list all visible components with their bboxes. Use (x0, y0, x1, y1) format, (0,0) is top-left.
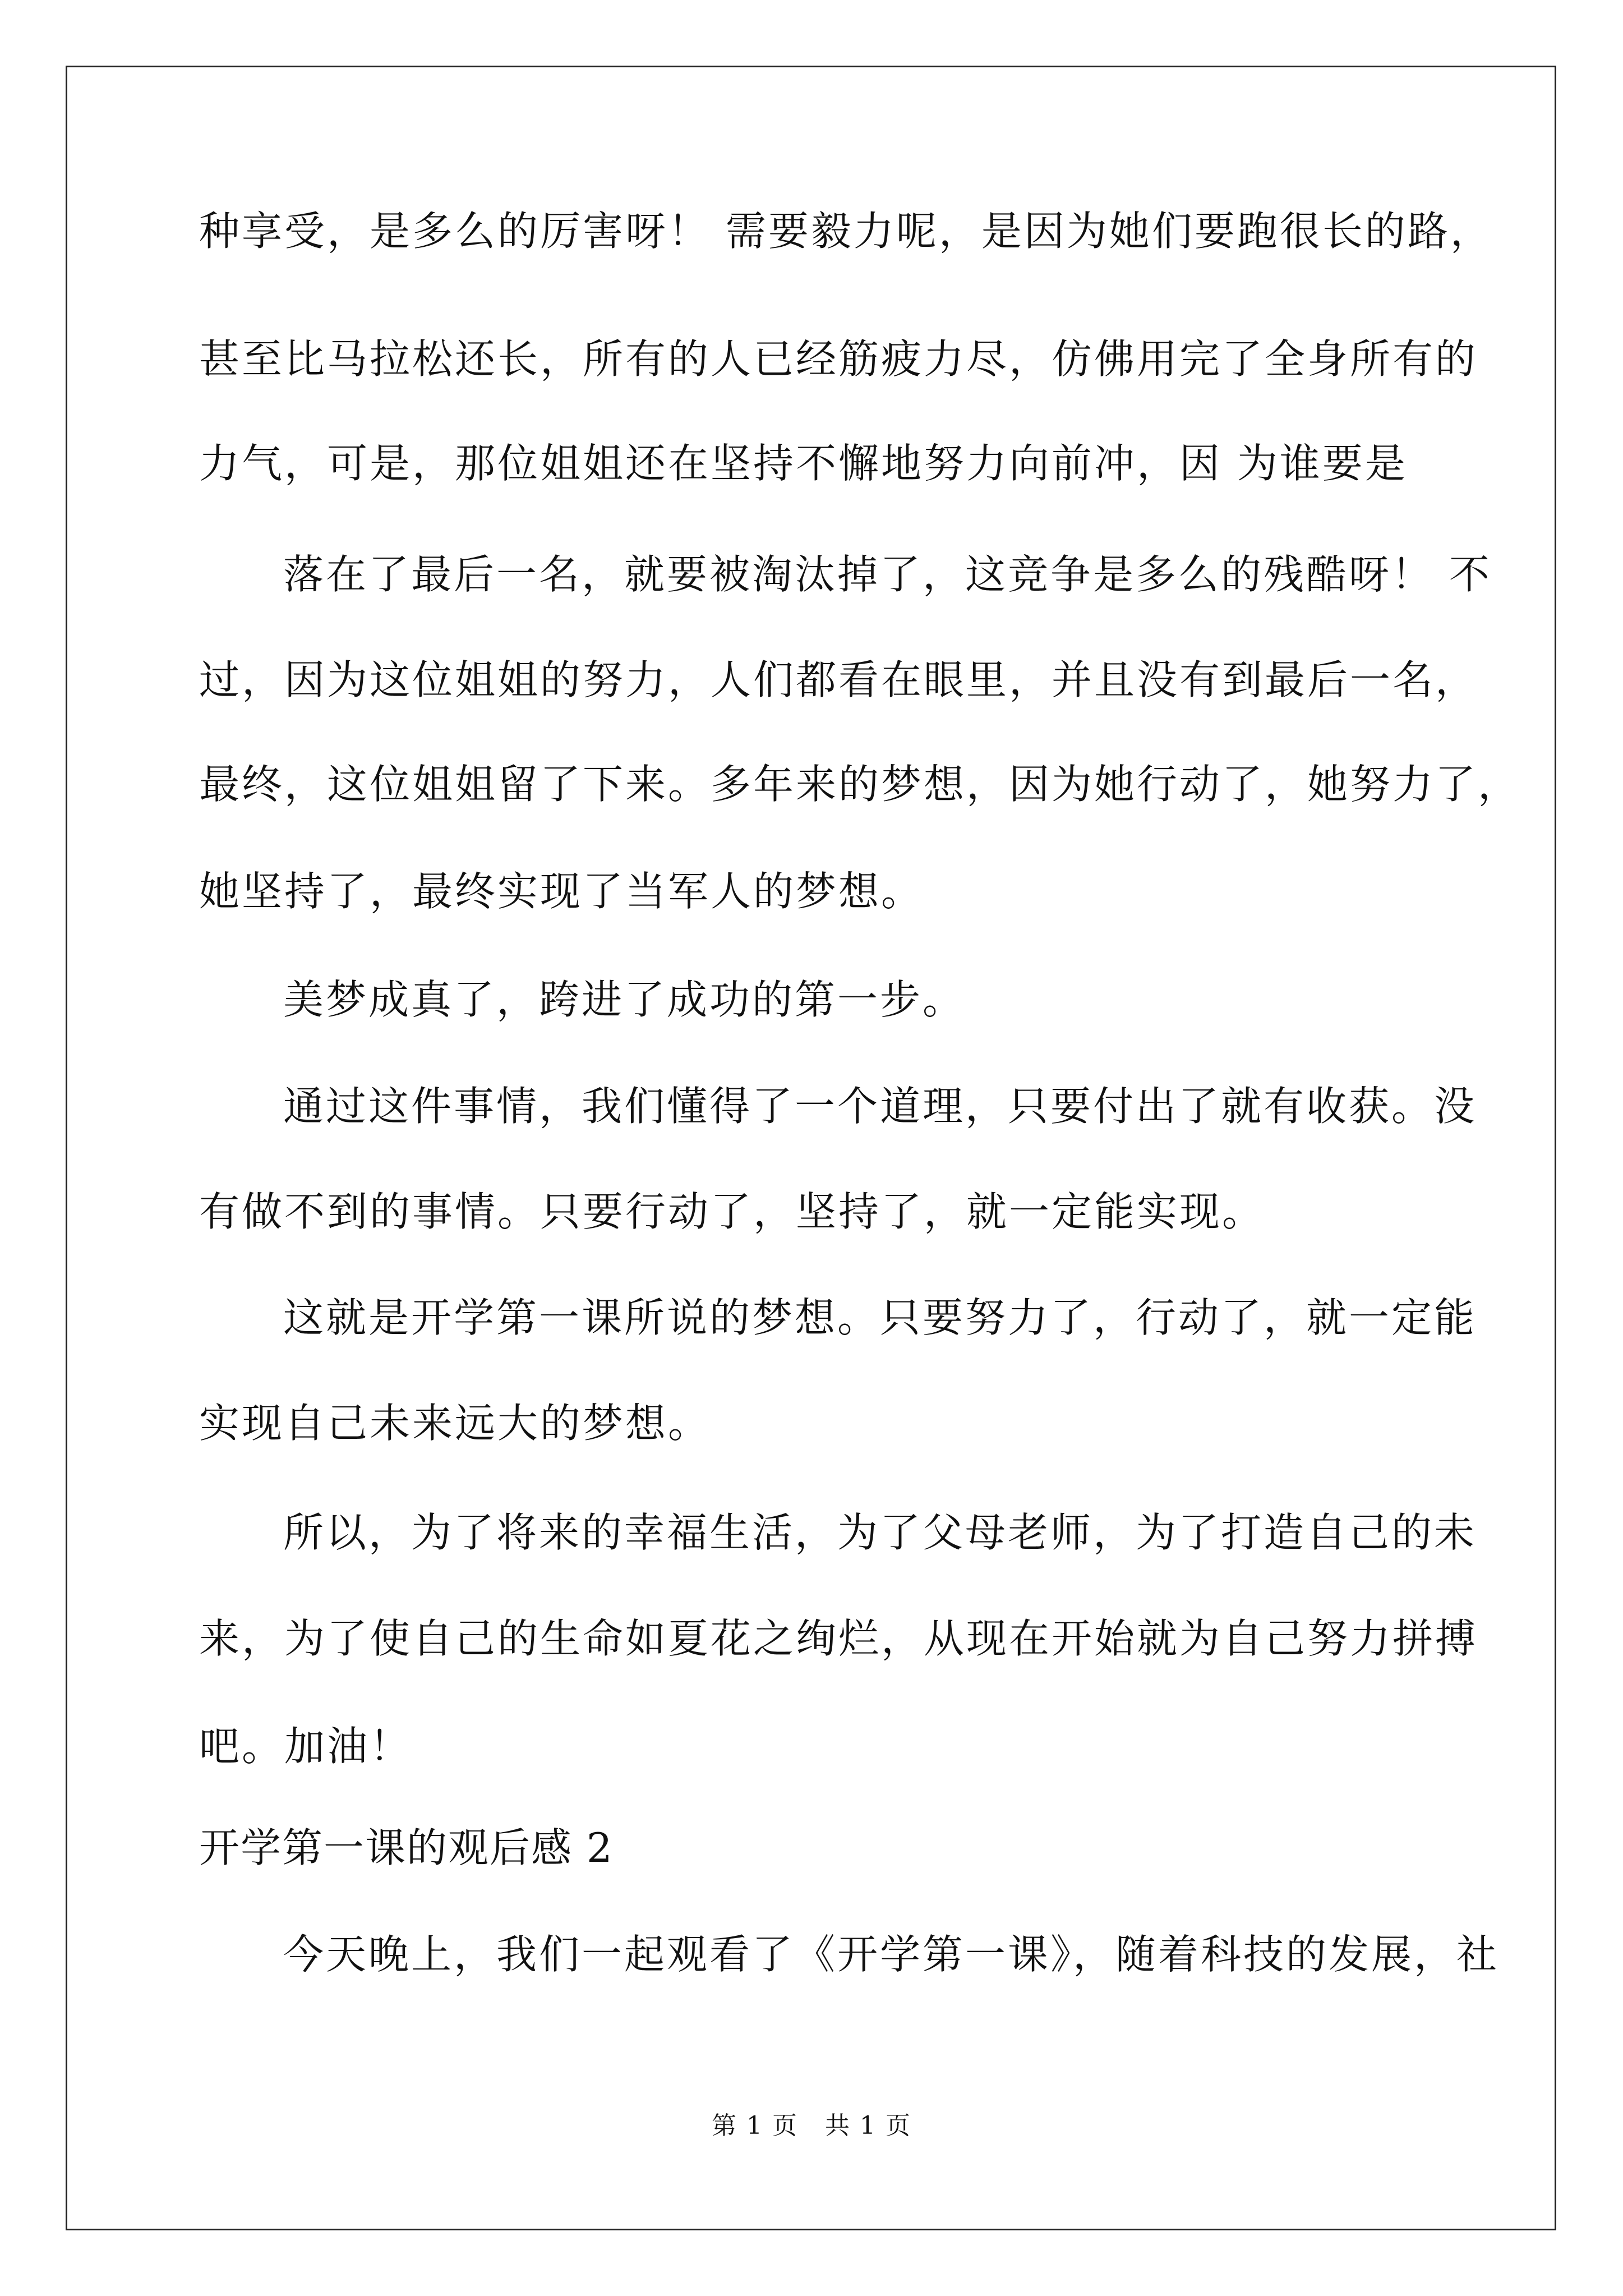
body-line-8: 美梦成真了，跨进了成功的第一步。 (283, 976, 966, 1023)
body-line-11: 这就是开学第一课所说的梦想。只要努力了，行动了，就一定能 (283, 1294, 1477, 1341)
body-line-10: 有做不到的事情。只要行动了，坚持了，就一定能实现。 (199, 1188, 1265, 1235)
page-border (66, 66, 1556, 2230)
body-line-5: 过，因为这位姐姐的努力，人们都看在眼里，并且没有到最后一名， (199, 656, 1478, 703)
body-line-14: 来，为了使自己的生命如夏花之绚烂，从现在开始就为自己努力拼搏 (199, 1615, 1478, 1662)
body-line-4: 落在了最后一名，就要被淘汰掉了，这竞争是多么的残酷呀！ 不 (283, 551, 1492, 598)
body-line-13: 所以，为了将来的幸福生活，为了父母老师，为了打造自己的未 (283, 1509, 1477, 1556)
page-footer: 第 1 页 共 1 页 (712, 2111, 911, 2140)
body-line-12: 实现自己未来远大的梦想。 (199, 1400, 711, 1447)
body-line-9: 通过这件事情，我们懂得了一个道理，只要付出了就有收获。没 (283, 1083, 1477, 1130)
body-line-7: 她坚持了，最终实现了当军人的梦想。 (199, 868, 924, 915)
body-line-17: 今天晚上，我们一起观看了《开学第一课》，随着科技的发展，社 (283, 1931, 1500, 1978)
body-line-1: 种享受，是多么的厉害呀！ 需要毅力呢，是因为她们要跑很长的路， (199, 208, 1493, 255)
section-heading: 开学第一课的观后感 2 (199, 1824, 614, 1871)
body-line-6: 最终，这位姐姐留了下来。多年来的梦想，因为她行动了，她努力了， (199, 761, 1521, 808)
body-line-2: 甚至比马拉松还长，所有的人已经筋疲力尽，仿佛用完了全身所有的 (199, 335, 1478, 383)
body-line-15: 吧。加油！ (199, 1723, 413, 1770)
body-line-3: 力气，可是，那位姐姐还在坚持不懈地努力向前冲，因 为谁要是 (199, 440, 1408, 487)
